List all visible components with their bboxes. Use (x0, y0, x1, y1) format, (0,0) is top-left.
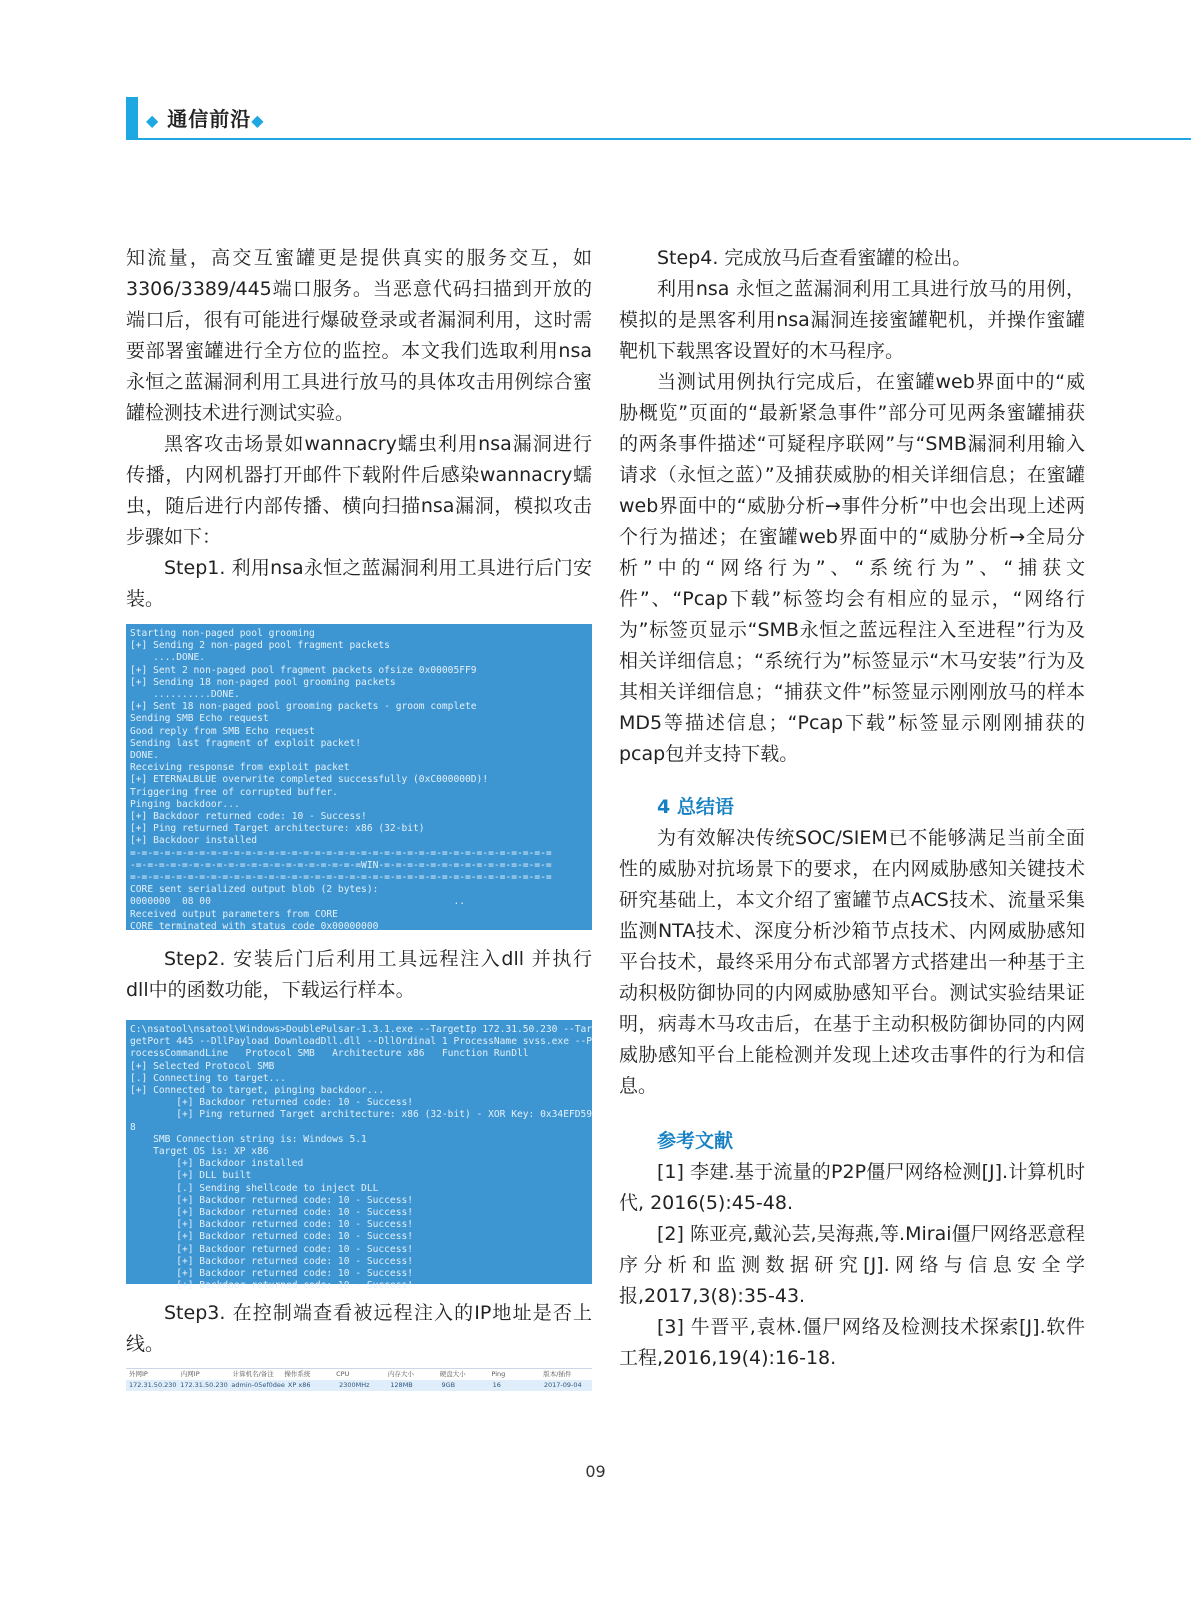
terminal-line: Triggering free of corrupted buffer. (130, 786, 338, 798)
table-cell: 172.31.50.230 (180, 1381, 228, 1389)
terminal-line: [+] Selected Protocol SMB (130, 1060, 275, 1072)
references-heading: 参考文献 (657, 1130, 734, 1152)
terminal-line: [+] ETERNALBLUE overwrite completed successfully (0xC000000D)! (130, 774, 489, 786)
terminal-line: [+] Sending 2 non-paged pool fragment packets (130, 640, 390, 652)
table-cell: 硬盘大小 (439, 1370, 466, 1378)
terminal-line: rocessCommandLine Protocol SMB Architecture x86 Function RunDll (130, 1048, 529, 1060)
terminal-line: [+] Backdoor installed (130, 1158, 304, 1170)
terminal-line: [+] Ping returned Target architecture: x86 (32-bit) - XOR Key: 0x34EFD59 (130, 1109, 593, 1121)
page-number: 09 (585, 1462, 606, 1481)
paragraph: 黑客攻击场景如wannacry蠕虫利用nsa漏洞进行传播，内网机器打开邮件下载附件后感染wannacry蠕虫，随后进行内部传播、横向扫描nsa漏洞，模拟攻击步骤如下： (126, 433, 592, 548)
table-cell: Ping (491, 1370, 506, 1378)
terminal-screenshot-1 (126, 624, 592, 930)
paragraph: 利用nsa 永恒之蓝漏洞利用工具进行放马的用例，模拟的是黑客利用nsa漏洞连接蜜罐靶机，并操作蜜罐靶机下载黑客设置好的木马程序。 (619, 278, 1085, 362)
terminal-line: CORE terminated with status code 0x00000000 (130, 920, 379, 932)
table-cell: 9GB (441, 1381, 456, 1389)
terminal-line: [.] Sending shellcode to inject DLL (130, 1182, 379, 1194)
terminal-line: Good reply from SMB Echo request (130, 725, 315, 737)
terminal-line: Starting non-paged pool grooming (130, 628, 315, 639)
terminal-line: getPort 445 --DllPayload DownloadDll.dll --DllOrdinal 1 ProcessName svss.exe --P (130, 1036, 593, 1048)
terminal-line: -=-=-=-=-=-=-=-=-=-=-=-=-=-=-=-=-=-=-=-=WIN-=-=-=-=-=-=-=-=-=-=-=-=-=-=-= (130, 859, 552, 871)
step2-text: Step2. 安装后门后利用工具远程注入dll 并执行 dll中的函数功能，下载运行样本。 (126, 948, 592, 1001)
terminal-line: [+] Connected to target, pinging backdoor... (130, 1085, 385, 1097)
terminal-line: Receiving response from exploit packet (130, 762, 350, 774)
terminal-line: Received output parameters from CORE (130, 908, 338, 920)
reference-item: [3] 牛晋平,袁林.僵尸网络及检测技术探索[J].软件工程,2016,19(4):16-18. (619, 1316, 1085, 1369)
reference-item: [2] 陈亚亮,戴沁芸,吴海燕,等.Mirai僵尸网络恶意程序分析和监测数据研究[J].网络与信息安全学报,2017,3(8):35-43. (619, 1223, 1085, 1307)
diamond-icon: ◆ (146, 111, 160, 130)
terminal-line: [+] Ping returned Target architecture: x86 (32-bit) (130, 823, 425, 835)
table-cell: 内网IP (180, 1370, 200, 1378)
diamond-icon: ◆ (251, 111, 265, 130)
terminal-line: DONE. (130, 750, 159, 762)
terminal-line: [+] Sending 18 non-paged pool grooming packets (130, 676, 396, 688)
terminal-line: ....DONE. (130, 652, 206, 664)
terminal-line: [+] Backdoor returned code: 10 - Success! (130, 1255, 414, 1267)
right-column (619, 243, 1085, 1374)
terminal-line: [+] Backdoor returned code: 10 - Success! (130, 811, 367, 823)
table-cell: 内存大小 (387, 1370, 414, 1378)
paragraph: 当测试用例执行完成后，在蜜罐web界面中的“威胁概览”页面的“最新紧急事件”部分可见两条蜜罐捕获的两条事件描述“可疑程序联网”与“SMB漏洞利用输入请求（永恒之蓝）”及捕获威胁的相关详细信息；在蜜罐web界面中的“威胁分析→事件分析”中也会出现上述两个行为描述；在蜜罐web界面中的“威胁分析→全局分析”中的“网络行为”、“系统行为”、“捕获文件”、“Pcap下载”标签均会有相应的显示，“网络行为”标签页显示“SMB永恒之蓝远程注入至进程”行为及相关详细信息；“系统行为”标签显示“木马安装”行为及其相关详细信息；“捕获文件”标签显示刚刚放马的样本MD5等描述信息；“Pcap下载”标签显示刚刚捕获的pcap包并支持下载。 (619, 371, 1085, 765)
header-rule (126, 138, 1191, 140)
header-accent-bar (126, 97, 138, 139)
terminal-line: Sending SMB Echo request (130, 713, 269, 725)
paragraph: 为有效解决传统SOC/SIEM已不能够满足当前全面性的威胁对抗场景下的要求，在内网威胁感知关键技术研究基础上，本文介绍了蜜罐节点ACS技术、流量采集监测NTA技术、深度分析沙箱节点技术、内网威胁感知平台技术，最终采用分布式部署方式搭建出一种基于主动积极防御协同的内网威胁感知平台。测试实验结果证明，病毒木马攻击后，在基于主动积极防御协同的内网威胁感知平台上能检测并发现上述攻击事件的行为和信息。 (619, 827, 1085, 1097)
terminal-line: [+] DLL built (130, 1170, 252, 1182)
table-cell: 16 (492, 1381, 501, 1389)
table-row (126, 1380, 592, 1391)
table-cell: 计算机名/备注 (232, 1370, 274, 1378)
terminal-screenshot-2 (126, 1020, 593, 1292)
host-table-screenshot (126, 1368, 592, 1394)
table-cell: admin-05ef0dee (231, 1381, 285, 1389)
terminal-line: ..........DONE. (130, 689, 240, 701)
paragraph: 知流量，高交互蜜罐更是提供真实的服务交互，如3306/3389/445端口服务。当恶意代码扫描到开放的端口后，很有可能进行爆破登录或者漏洞利用，这时需要部署蜜罐进行全方位的监控。本文我们选取利用nsa永恒之蓝漏洞利用工具进行放马的具体攻击用例综合蜜罐检测技术进行测试实验。 (126, 247, 592, 424)
table-cell: 外网IP (129, 1370, 148, 1378)
step4-text: Step4. 完成放马后查看蜜罐的检出。 (657, 247, 972, 269)
table-cell: 2300MHz (339, 1381, 370, 1389)
terminal-line: Pinging backdoor... (130, 798, 240, 810)
terminal-line: [+] Sent 2 non-paged pool fragment packets ofsize 0x00005FF9 (130, 664, 477, 676)
table-cell: 172.31.50.230 (129, 1381, 177, 1389)
section-header-title: 通信前沿 (167, 107, 252, 131)
section-heading-conclusion: 4 总结语 (657, 796, 734, 818)
terminal-line: [+] Backdoor returned code: 10 - Success! (130, 1219, 414, 1231)
terminal-line: SMB Connection string is: Windows 5.1 (130, 1133, 367, 1145)
terminal-line: [+] Backdoor returned code: 10 - Success! (130, 1231, 414, 1243)
section-header (146, 103, 265, 132)
table-cell: 版本/插件 (543, 1370, 572, 1378)
step3-text: Step3. 在控制端查看被远程注入的IP地址是否上线。 (126, 1302, 592, 1355)
terminal-line: [+] Backdoor returned code: 10 - Success! (130, 1280, 414, 1292)
terminal-line: =-=-=-=-=-=-=-=-=-=-=-=-=-=-=-=-=-=-=-=-=-=-=-=-=-=-=-=-=-=-=-=-=-=-=-=-= (130, 847, 552, 859)
terminal-line: Target OS is: XP x86 (130, 1146, 269, 1158)
terminal-line: Sending last fragment of exploit packet! (130, 737, 362, 749)
terminal-line: [.] Connecting to target... (130, 1072, 286, 1084)
table-cell: 128MB (390, 1381, 413, 1389)
step1-text: Step1. 利用nsa永恒之蓝漏洞利用工具进行后门安装。 (126, 557, 592, 610)
terminal-line: 0000000 08 00 .. (130, 896, 466, 908)
terminal-line: [+] Backdoor returned code: 10 - Success! (130, 1268, 414, 1280)
terminal-line: [+] Sent 18 non-paged pool grooming packets - groom complete (130, 701, 477, 713)
table-cell: 2017-09-04 (543, 1381, 582, 1389)
terminal-line: 8 (130, 1121, 136, 1133)
terminal-line: [+] Backdoor returned code: 10 - Success! (130, 1097, 414, 1109)
terminal-line: [+] Backdoor returned code: 10 - Success! (130, 1207, 414, 1219)
left-column (126, 243, 592, 1394)
terminal-line: [+] Backdoor returned code: 10 - Success! (130, 1243, 414, 1255)
terminal-line: [+] Backdoor installed (130, 835, 258, 847)
terminal-line: =-=-=-=-=-=-=-=-=-=-=-=-=-=-=-=-=-=-=-=-=-=-=-=-=-=-=-=-=-=-=-=-=-=-=-=-= (130, 872, 552, 884)
table-cell: CPU (336, 1370, 350, 1378)
table-cell: XP x86 (287, 1381, 311, 1389)
terminal-line: C:\nsatool\nsatool\Windows>DoublePulsar-1.3.1.exe --TargetIp 172.31.50.230 --Tar (130, 1024, 593, 1035)
reference-item: [1] 李建.基于流量的P2P僵尸网络检测[J].计算机时代, 2016(5):45-48. (619, 1161, 1085, 1214)
terminal-line: CORE sent serialized output blob (2 bytes): (130, 884, 379, 896)
terminal-line: [+] Backdoor returned code: 10 - Success! (130, 1194, 414, 1206)
table-cell: 操作系统 (284, 1370, 311, 1378)
